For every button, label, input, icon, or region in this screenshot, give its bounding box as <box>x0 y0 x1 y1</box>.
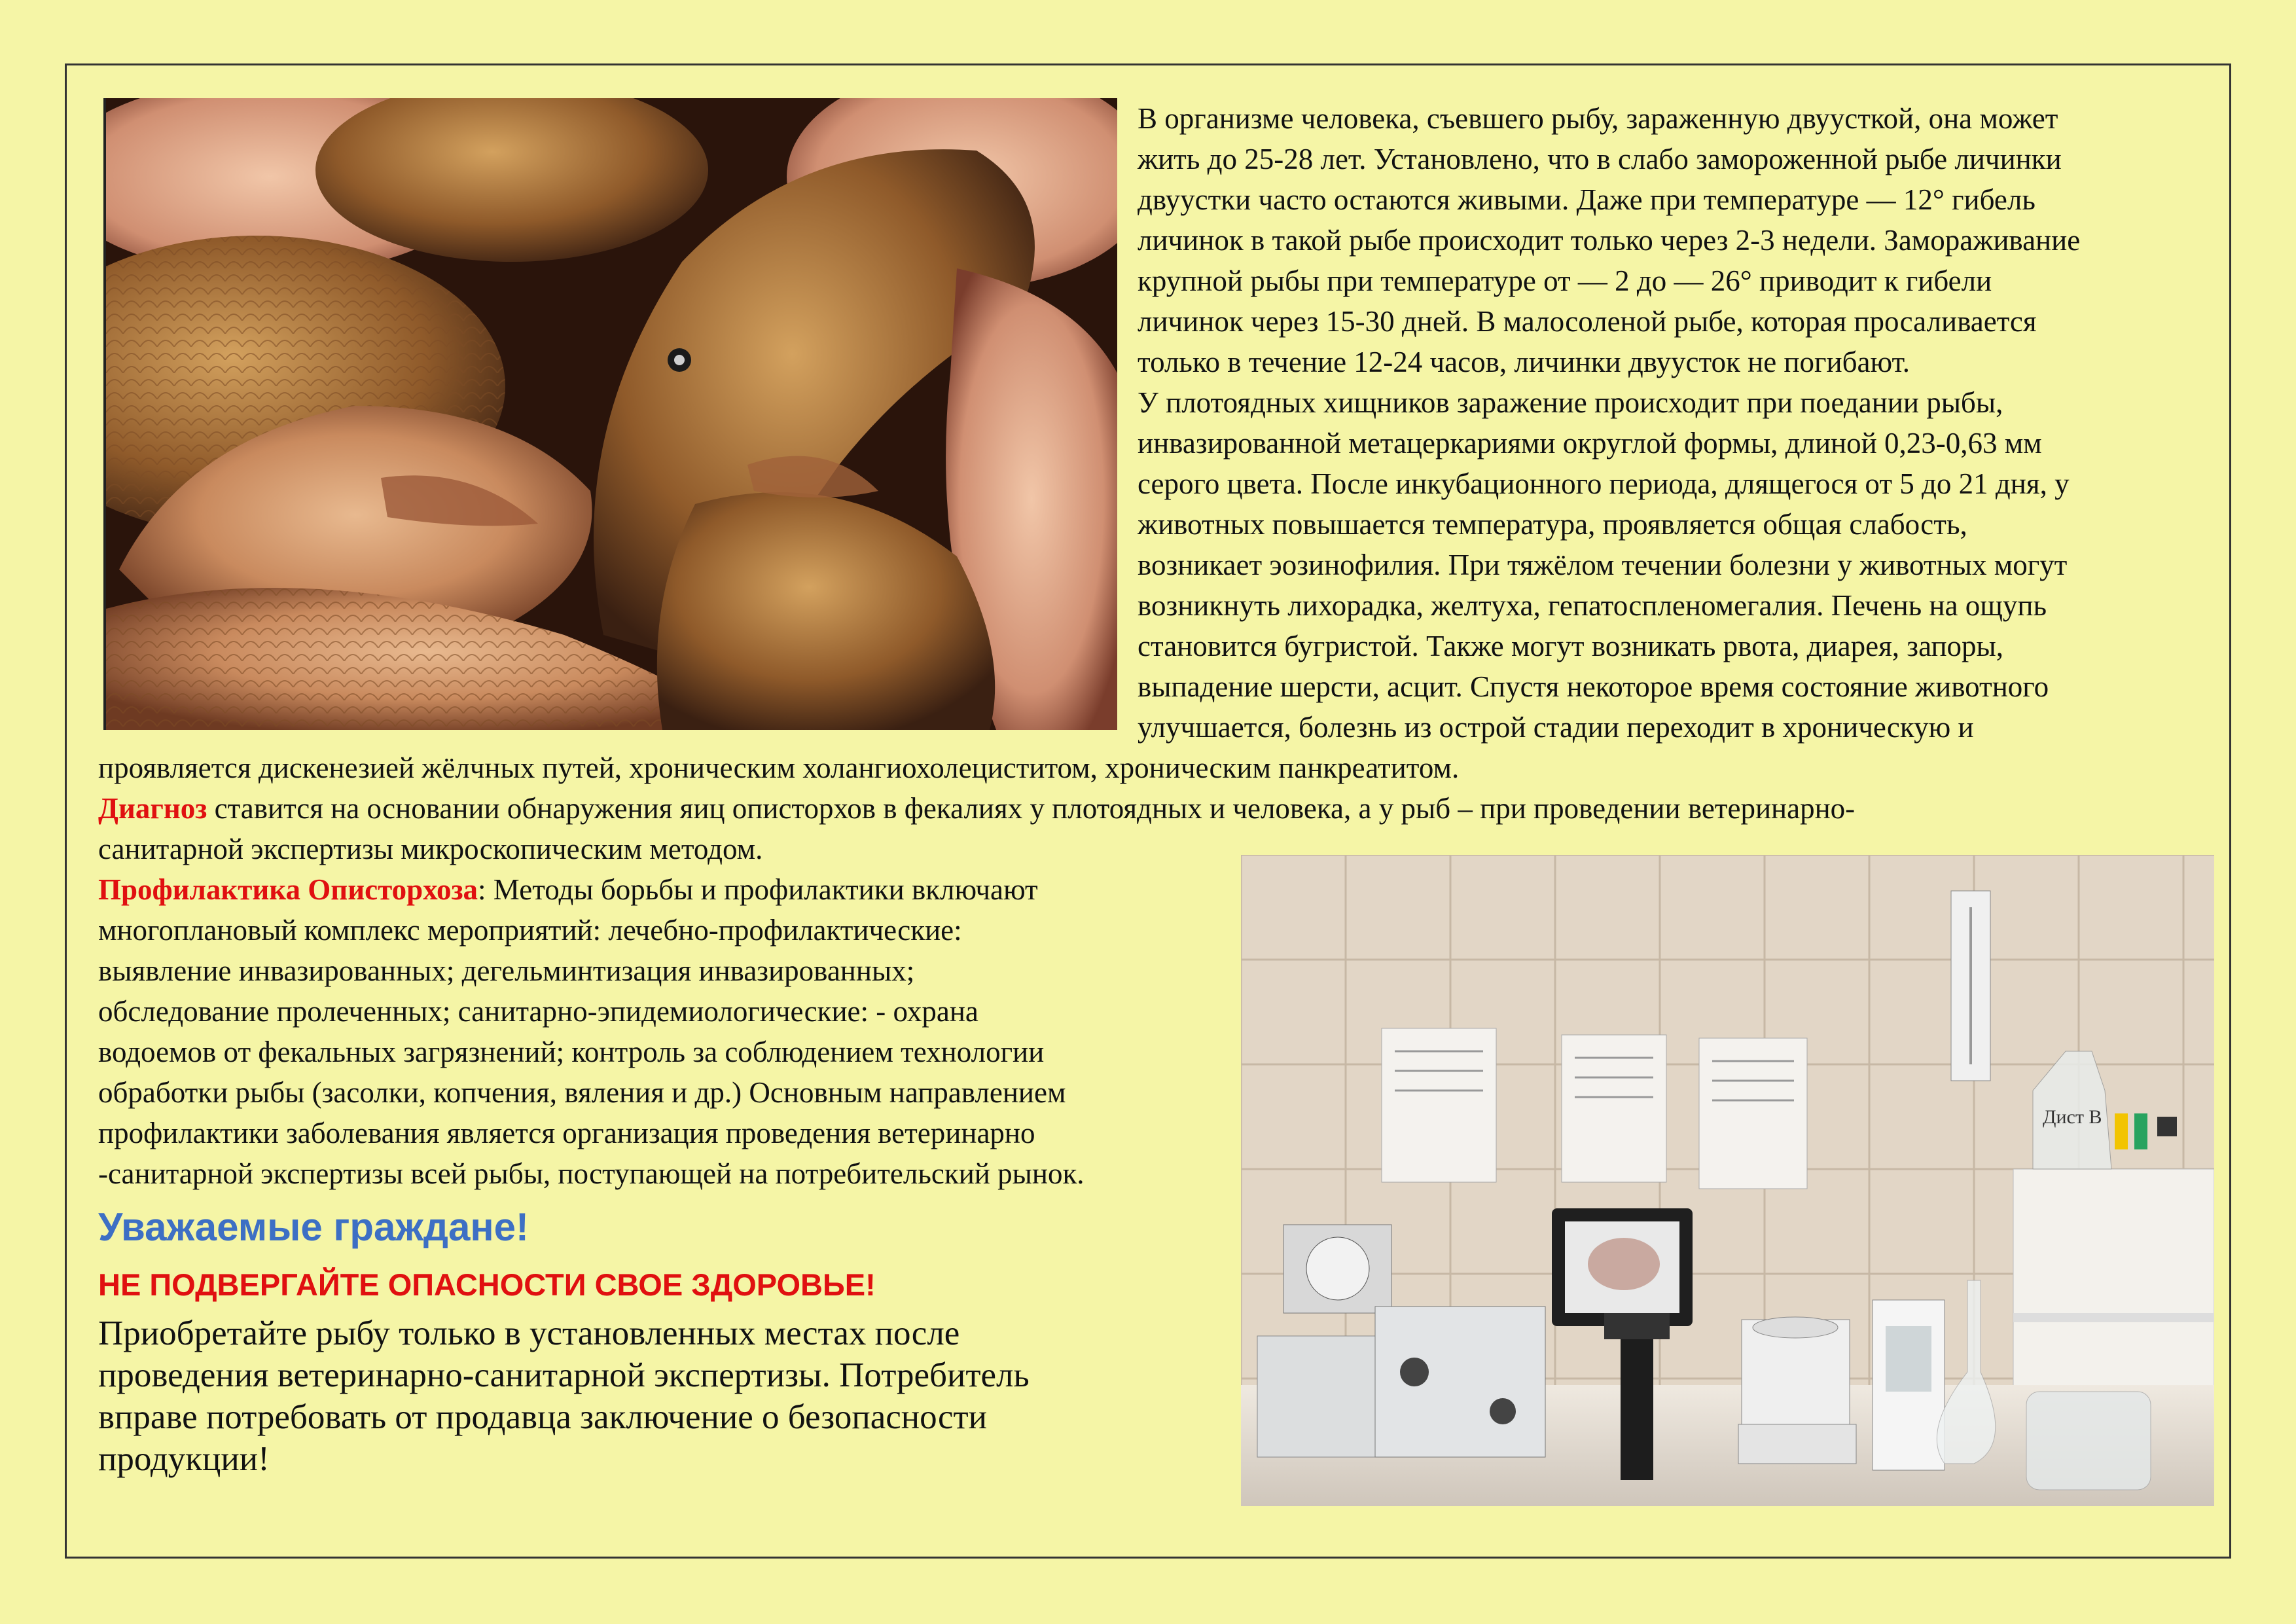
text-line: возникнуть лихорадка, желтуха, гепатоспленомегалия. Печень на ощупь <box>1138 589 2047 622</box>
diagnosis-label: Диагноз <box>98 792 207 825</box>
text-line: В организме человека, съевшего рыбу, зараженную двуусткой, она может <box>1138 102 2058 135</box>
bottle-label: Дист В <box>2043 1106 2102 1128</box>
text-line: вправе потребовать от продавца заключение о безопасности <box>98 1398 987 1436</box>
text-line: обработки рыбы (засолки, копчения, вяления и др.) Основным направлением <box>98 1076 1066 1109</box>
text-line: инвазированной метацеркариями округлой формы, длиной 0,23-0,63 мм <box>1138 427 2042 460</box>
text-line: выпадение шерсти, асцит. Спустя некоторое время состояние животного <box>1138 670 2049 703</box>
advice-paragraph <box>98 1312 1030 1480</box>
intro-paragraph <box>1138 98 2080 748</box>
text-line: личинок через 15-30 дней. В малосоленой рыбе, которая просаливается <box>1138 305 2037 338</box>
text-line: проявляется дискенезией жёлчных путей, хроническим холангиохолециститом, хроническим панкреатитом. <box>98 751 1460 784</box>
prevention-line <box>98 869 1085 910</box>
text-line: многоплановый комплекс мероприятий: лечебно-профилактические: <box>98 914 962 947</box>
text-line: профилактики заболевания является организация проведения ветеринарно <box>98 1117 1035 1149</box>
text-line: продукции! <box>98 1440 270 1478</box>
diagnosis-text: ставится на основании обнаружения яиц описторхов в фекалиях у плотоядных и человека, а у рыб – при проведении ветеринарно- <box>207 792 1856 825</box>
text-line: обследование пролеченных; санитарно-эпидемиологические: - охрана <box>98 995 978 1028</box>
warning-heading: НЕ ПОДВЕРГАЙТЕ ОПАСНОСТИ СВОЕ ЗДОРОВЬЕ! <box>98 1267 876 1302</box>
fish-photo <box>103 98 1117 730</box>
text-line: улучшается, болезнь из острой стадии переходит в хроническую и <box>1138 711 1974 744</box>
prevention-paragraph <box>98 869 1085 1194</box>
text-line: У плотоядных хищников заражение происходит при поедании рыбы, <box>1138 386 2003 419</box>
text-line: санитарной экспертизы микроскопическим методом. <box>98 833 763 865</box>
text-line: проведения ветеринарно-санитарной экспертизы. Потребитель <box>98 1356 1030 1394</box>
text-line: животных повышается температура, проявляется общая слабость, <box>1138 508 1967 541</box>
laboratory-photo <box>1241 855 2214 1506</box>
text-line: -санитарной экспертизы всей рыбы, поступающей на потребительский рынок. <box>98 1157 1085 1190</box>
text-line: крупной рыбы при температуре от — 2 до — 26° приводит к гибели <box>1138 264 1992 297</box>
prevention-label: Профилактика Описторхоза <box>98 873 478 906</box>
text-line: становится бугристой. Также могут возникать рвота, диарея, запоры, <box>1138 630 2004 662</box>
appeal-title: Уважаемые граждане! <box>98 1205 529 1249</box>
text-line: водоемов от фекальных загрязнений; контроль за соблюдением технологии <box>98 1036 1045 1068</box>
intro-paragraph-end <box>98 748 1855 869</box>
text-line: личинок в такой рыбе происходит только через 2-3 недели. Замораживание <box>1138 224 2081 257</box>
text-line: выявление инвазированных; дегельминтизация инвазированных; <box>98 954 915 987</box>
diagnosis-line <box>98 788 1855 829</box>
text-line: серого цвета. После инкубационного периода, длящегося от 5 до 21 дня, у <box>1138 467 2070 500</box>
text-line: возникает эозинофилия. При тяжёлом течении болезни у животных могут <box>1138 549 2068 581</box>
text-line: только в течение 12-24 часов, личинки двуусток не погибают. <box>1138 346 1910 378</box>
text-line: Приобретайте рыбу только в установленных местах после <box>98 1314 960 1352</box>
prevention-text: : Методы борьбы и профилактики включают <box>478 873 1038 906</box>
text-line: жить до 25-28 лет. Установлено, что в слабо замороженной рыбе личинки <box>1138 143 2062 175</box>
text-line: двуустки часто остаются живыми. Даже при температуре — 12° гибель <box>1138 183 2036 216</box>
